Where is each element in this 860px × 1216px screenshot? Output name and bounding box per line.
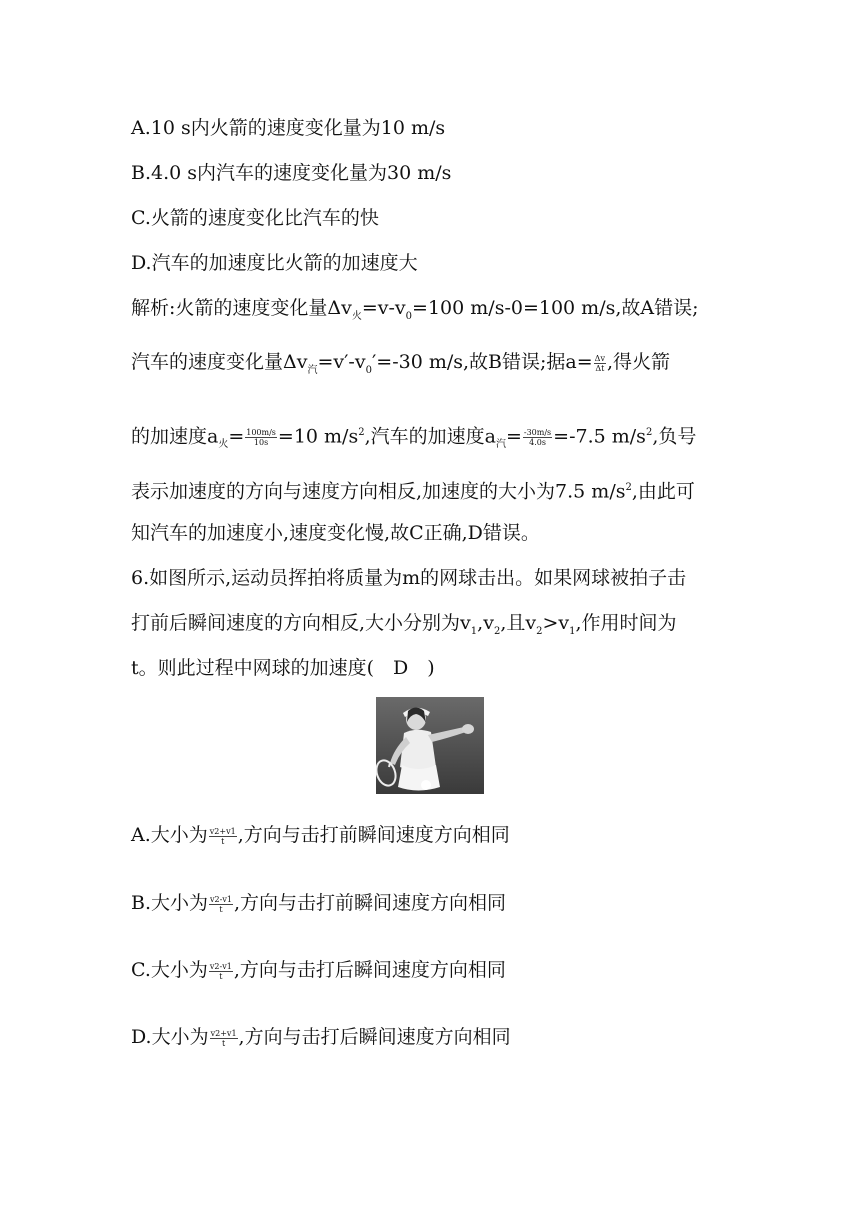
option-b: B.大小为 $\frac{v2-v1}{t}$ ,方向与击打前瞬间速度方向相同: [131, 892, 506, 914]
formula-fraction: $\frac{v2+v1}{t}$: [209, 826, 236, 846]
question-6-line-2: 打前后瞬间速度的方向相反,大小分别为$v_1,v_2$,且$v_2>v_1$,作用时间为: [131, 612, 677, 637]
analysis-line-5: 知汽车的加速度小,速度变化慢,故C正确,D错误。: [131, 522, 540, 544]
analysis-line-1: 解析:火箭的速度变化量$\Delta v_火=v-v_0=100$ m/s-0=100 m/s,故A错误;: [131, 297, 699, 322]
question-6-line-3: t。则此过程中网球的加速度( D ): [131, 657, 435, 679]
analysis-line-2: 汽车的速度变化量$\Delta v_汽=v'-v_0'=-30$ m/s,故B错误;据a= $\frac{\Delta v}{\Delta t}$ ,得火箭: [131, 351, 671, 376]
tennis-player-photo: [376, 697, 484, 794]
formula-fraction: $\frac{\Delta v}{\Delta t}$: [594, 353, 605, 373]
question-6-line-1: 6.如图所示,运动员挥拍将质量为m的网球击出。如果网球被拍子击: [131, 567, 687, 589]
formula-fraction: $\frac{100m/s}{10s}$: [246, 427, 276, 447]
option-b-prev: B.4.0 s内汽车的速度变化量为30 m/s: [131, 162, 452, 184]
option-a: A.大小为 $\frac{v2+v1}{t}$ ,方向与击打前瞬间速度方向相同: [131, 824, 510, 846]
formula-fraction: $\frac{v2-v1}{t}$: [209, 961, 232, 981]
option-c-prev: C.火箭的速度变化比汽车的快: [131, 207, 379, 229]
analysis-line-4: 表示加速度的方向与速度方向相反,加速度的大小为7.5 $m/s^2$,由此可: [131, 480, 695, 503]
option-a-prev: A.10 s内火箭的速度变化量为10 m/s: [131, 117, 446, 139]
option-c: C.大小为 $\frac{v2-v1}{t}$ ,方向与击打后瞬间速度方向相同: [131, 959, 506, 981]
formula-fraction: $\frac{v2-v1}{t}$: [210, 894, 232, 914]
option-d: D.大小为 $\frac{v2+v1}{t}$ ,方向与击打后瞬间速度方向相同: [131, 1026, 511, 1048]
formula-fraction: $\frac{v2+v1}{t}$: [210, 1028, 237, 1048]
analysis-line-3: 的加速度$a_火=$ $\frac{100m/s}{10s}$ =10 $m/s^2$,汽车的加速度$a_汽=$ $\frac{-30m/s}{4.0s}$ =-7.5 $m/s^2$,负号: [131, 425, 697, 451]
option-d-prev: D.汽车的加速度比火箭的加速度大: [131, 252, 418, 274]
formula-fraction: $\frac{-30m/s}{4.0s}$: [523, 427, 552, 447]
